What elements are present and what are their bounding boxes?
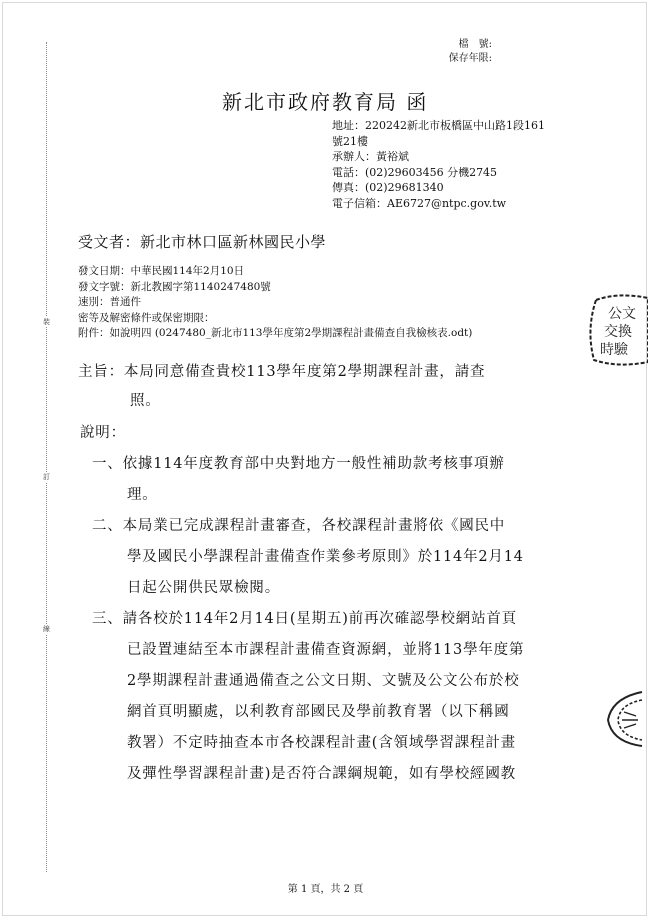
item-2-line-2: 學及國民小學課程計畫備查作業參考原則》於114年2月14 xyxy=(127,549,524,565)
binding-line xyxy=(46,42,47,872)
phone: 電話：(02)29603456 分機2745 xyxy=(332,165,498,179)
security-class: 密等及解密條件或保密期限： xyxy=(78,311,215,324)
explanation-item-3 xyxy=(92,604,524,790)
exchange-stamp xyxy=(588,294,648,366)
item-3-line-4: 網首頁明顯處，以利教育部國民及學前教育署（以下稱國 xyxy=(127,704,510,720)
explanation-item-2 xyxy=(92,511,524,604)
explanation-label: 說明： xyxy=(80,425,126,441)
page-footer: 第 1 頁，共 2 頁 xyxy=(287,884,364,895)
binding-label-middle: 訂 xyxy=(43,473,50,481)
subject-line-1: 主旨：本局同意備查貴校113學年度第2學期課程計畫，請查 xyxy=(78,364,486,380)
attachment: 附件：如說明四 (0247480_新北市113學年度第2學期課程計畫備查自我檢核表.odt) xyxy=(78,327,473,339)
fax: 傳真：(02)29681340 xyxy=(332,181,444,194)
explanation-item-1 xyxy=(92,449,505,511)
item-3-line-3: 2學期課程計畫通過備查之公文日期、文號及公文公布於校 xyxy=(127,673,520,689)
file-number-label: 檔 號: xyxy=(458,39,492,50)
binding-label-top: 裝 xyxy=(43,318,50,326)
item-2-line-3: 日起公開供民眾檢閱。 xyxy=(127,580,280,596)
issue-date: 發文日期：中華民國114年2月10日 xyxy=(78,265,245,277)
meta-block xyxy=(78,264,472,342)
item-1-line-1: 一、依據114年度教育部中央對地方一般性補助款考核事項辦 xyxy=(92,456,505,472)
binding-label-bottom: 線 xyxy=(43,625,50,633)
item-1-line-2: 理。 xyxy=(127,487,158,503)
stamp-text-3: 時驗 xyxy=(600,342,628,358)
document-title: 新北市政府教育局 函 xyxy=(222,90,429,114)
email: 電子信箱：AE6727@ntpc.gov.tw xyxy=(332,196,507,210)
archive-info xyxy=(449,38,492,66)
address-line-2: 號21樓 xyxy=(332,134,368,148)
item-3-line-6: 及彈性學習課程計畫)是否符合課綱規範，如有學校經國教 xyxy=(127,766,516,782)
item-3-line-2: 已設置連結至本市課程計畫備查資源網，並將113學年度第 xyxy=(127,642,525,658)
seal-fragment xyxy=(602,690,648,748)
subject xyxy=(78,358,485,416)
stamp-text-2: 交換 xyxy=(604,324,632,340)
subject-line-2: 照。 xyxy=(130,393,161,409)
retention-label: 保存年限: xyxy=(448,53,492,64)
document-number: 發文字號：新北教國字第1140247480號 xyxy=(78,280,271,293)
stamp-text-1: 公文 xyxy=(608,306,636,322)
officer: 承辦人：黃裕斌 xyxy=(332,150,409,163)
item-3-line-5: 教署）不定時抽查本市各校課程計畫(含領域學習課程計畫 xyxy=(127,735,516,751)
address-line-1: 地址：220242新北市板橋區中山路1段161 xyxy=(332,119,545,132)
recipient: 受文者：新北市林口區新林國民小學 xyxy=(78,233,327,251)
item-2-line-1: 二、本局業已完成課程計畫審查，各校課程計畫將依《國民中 xyxy=(92,518,506,534)
speed-class: 速別：普通件 xyxy=(78,296,141,308)
contact-block xyxy=(332,118,545,211)
item-3-line-1: 三、請各校於114年2月14日(星期五)前再次確認學校網站首頁 xyxy=(92,611,517,627)
